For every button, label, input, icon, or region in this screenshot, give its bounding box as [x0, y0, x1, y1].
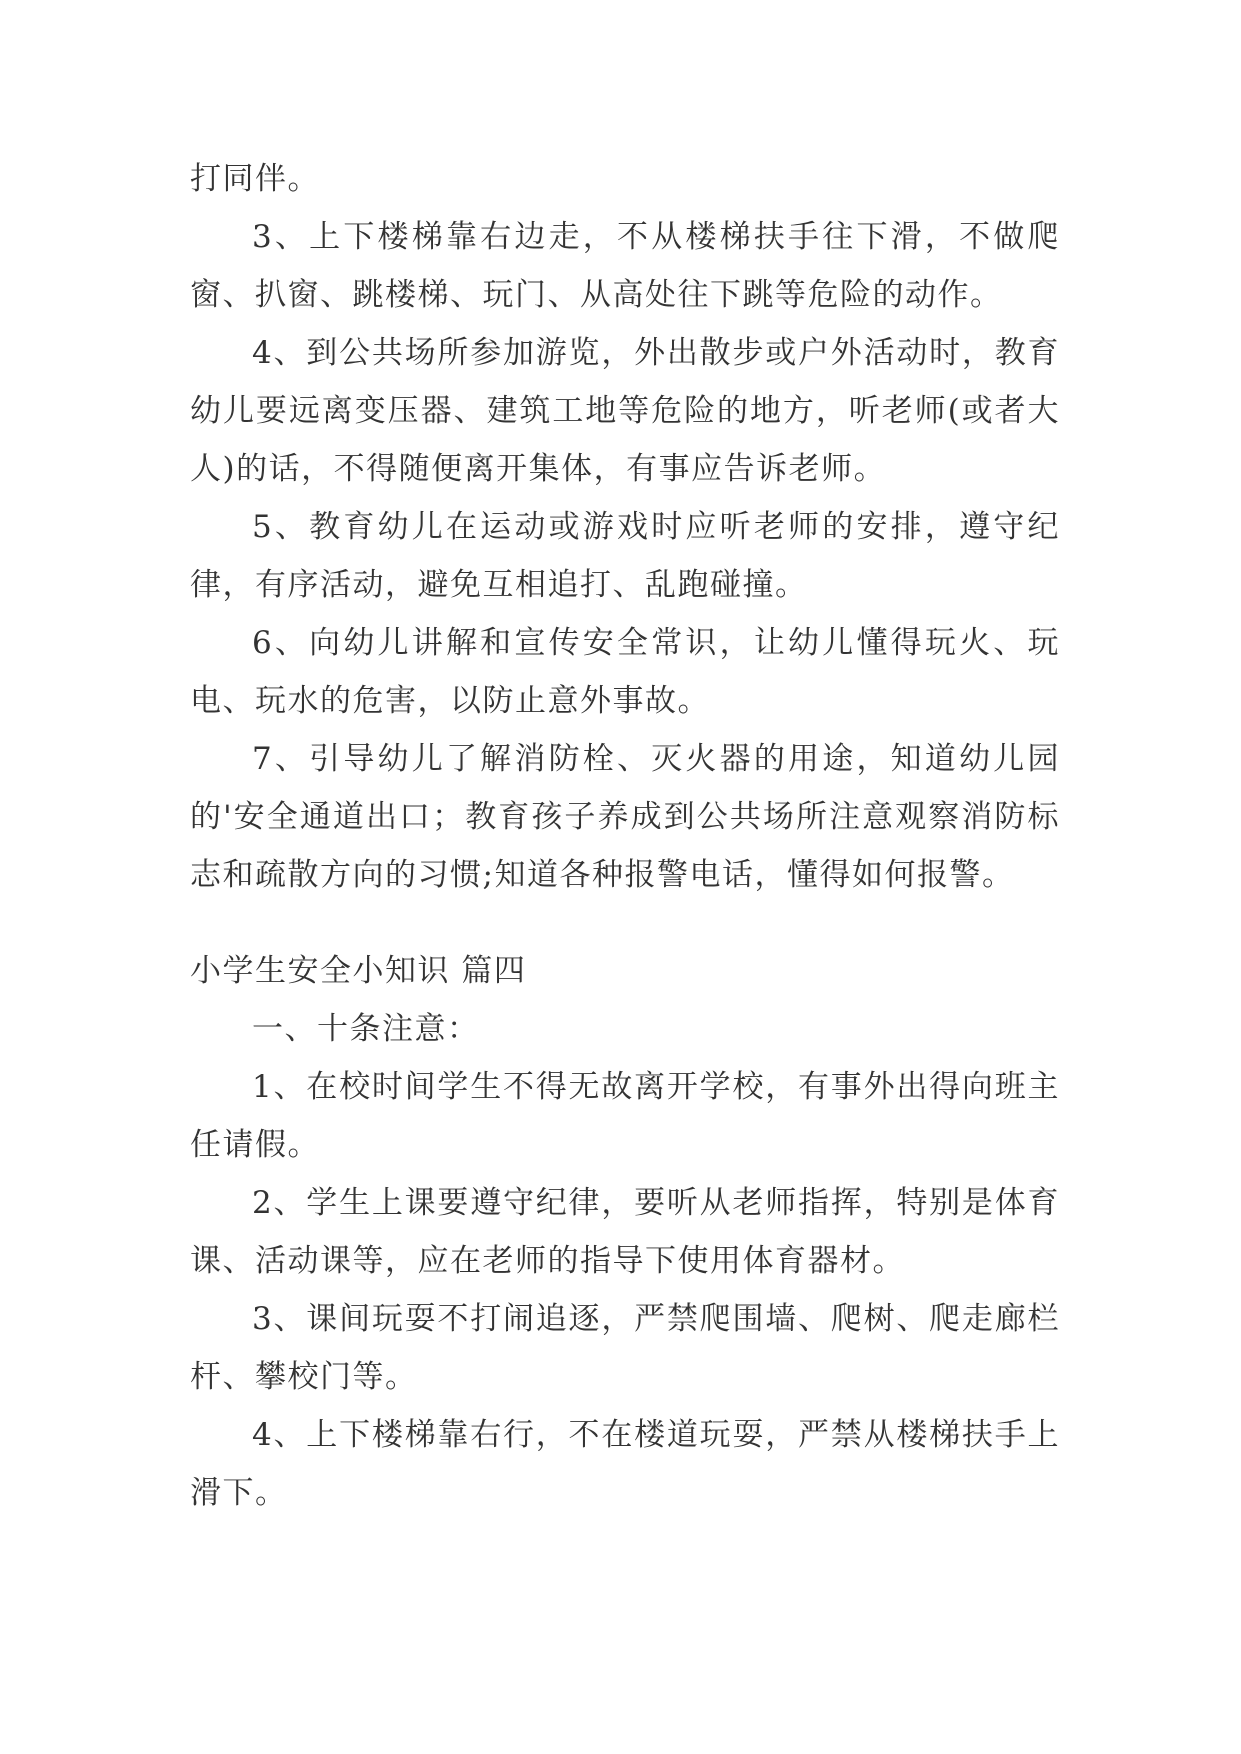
subsection-heading: 一、十条注意： — [252, 1011, 480, 1047]
paragraph-item-4: 4、到公共场所参加游览，外出散步或户外活动时，教育幼儿要远离变压器、建筑工地等危险的地方，听老师(或者大人)的话，不得随便离开集体，有事应告诉老师。 — [190, 335, 1060, 487]
paragraph-item-7: 7、引导幼儿了解消防栓、灭火器的用途，知道幼儿园的'安全通道出口；教育孩子养成到公共场所注意观察消防标志和疏散方向的习惯;知道各种报警电话，懂得如何报警。 — [190, 741, 1060, 893]
continued-line: 打同伴。 — [190, 161, 320, 197]
rule-item-1: 1、在校时间学生不得无故离开学校，有事外出得向班主任请假。 — [190, 1069, 1060, 1163]
paragraph-item-5: 5、教育幼儿在运动或游戏时应听老师的安排，遵守纪律，有序活动，避免互相追打、乱跑碰撞。 — [190, 509, 1060, 603]
section-title: 小学生安全小知识 篇四 — [190, 953, 527, 989]
rule-item-3: 3、课间玩耍不打闹追逐，严禁爬围墙、爬树、爬走廊栏杆、攀校门等。 — [190, 1301, 1060, 1395]
rule-item-2: 2、学生上课要遵守纪律，要听从老师指挥，特别是体育课、活动课等，应在老师的指导下使用体育器材。 — [190, 1185, 1060, 1279]
rule-item-4: 4、上下楼梯靠右行，不在楼道玩耍，严禁从楼梯扶手上滑下。 — [190, 1417, 1060, 1511]
document-content — [190, 150, 1060, 1522]
paragraph-item-3: 3、上下楼梯靠右边走，不从楼梯扶手往下滑，不做爬窗、扒窗、跳楼梯、玩门、从高处往下跳等危险的动作。 — [190, 219, 1060, 313]
paragraph-item-6: 6、向幼儿讲解和宣传安全常识，让幼儿懂得玩火、玩电、玩水的危害，以防止意外事故。 — [190, 625, 1060, 719]
